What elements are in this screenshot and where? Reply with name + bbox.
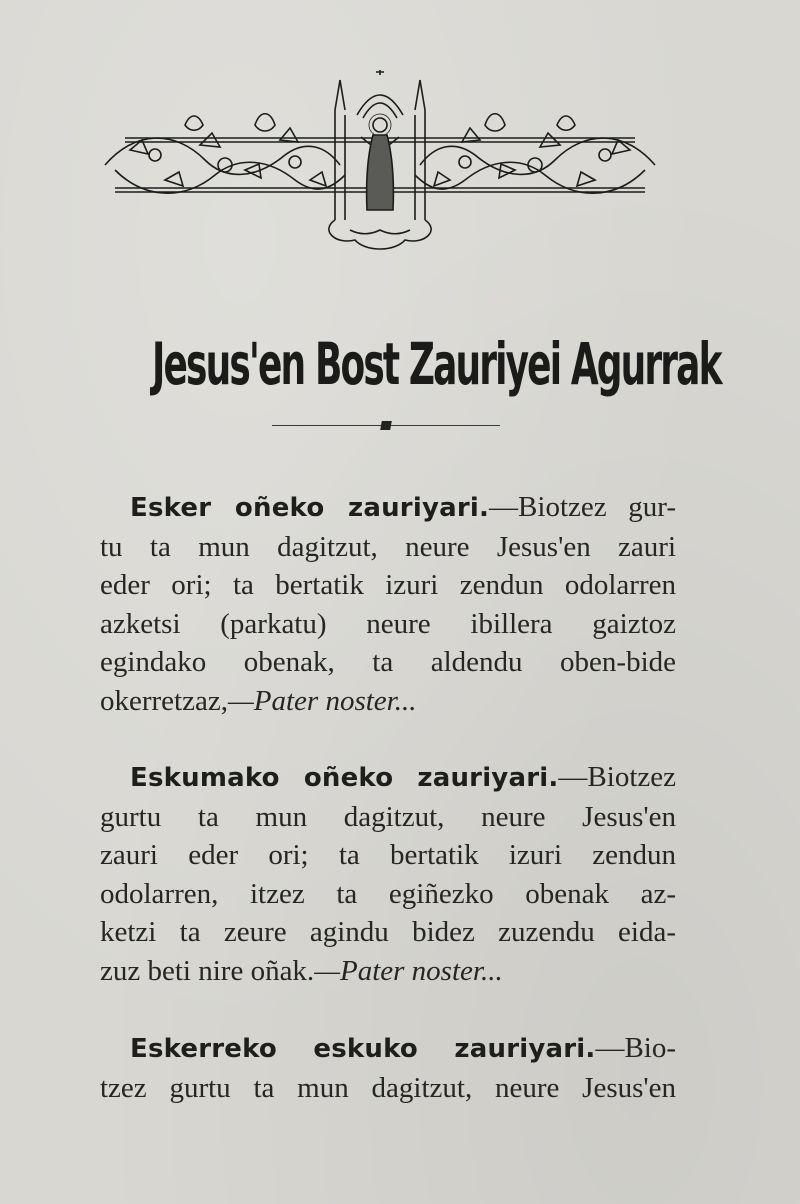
page-title: Jesus'en Bost Zauriyei Agurrak — [152, 330, 721, 398]
paragraph-line — [100, 758, 676, 798]
prayer-closing: —Pater noster... — [227, 684, 417, 717]
paragraph-text: okerretzaz, — [100, 684, 228, 717]
floral-ornament-with-jesus-figure-icon — [95, 70, 665, 255]
paragraph-text: —Biotzez gur- — [489, 491, 676, 523]
prayer-closing: —Pater noster... — [314, 954, 503, 987]
paragraph-line: gurtu ta mun dagitzut, neure Jesus'en — [100, 800, 676, 833]
prayer-paragraph-2 — [100, 758, 676, 990]
paragraph-line — [100, 488, 676, 528]
paragraph-heading: Eskumako oñeko zauriyari. — [130, 763, 559, 793]
paragraph-heading: Eskerreko eskuko zauriyari. — [130, 1034, 596, 1064]
paragraph-line: zauri eder ori; ta bertatik izuri zendun — [100, 839, 676, 871]
paragraph-line: tu ta mun dagitzut, neure Jesus'en zauri — [100, 530, 676, 563]
divider-ornament-icon — [380, 421, 392, 430]
paragraph-line: odolarren, itzez ta egiñezko obenak az- — [100, 877, 676, 910]
paragraph-line: egindako obenak, ta aldendu oben-bide — [100, 646, 676, 678]
paragraph-heading: Esker oñeko zauriyari. — [130, 493, 490, 523]
paragraph-text: zuz beti nire oñak. — [100, 954, 315, 987]
paragraph-line — [100, 682, 676, 721]
paragraph-line: eder ori; ta bertatik izuri zendun odolarren — [100, 569, 676, 601]
paragraph-line: azketsi (parkatu) neure ibillera gaiztoz — [100, 607, 676, 640]
prayer-paragraph-3 — [100, 1029, 676, 1107]
paragraph-line: ketzi ta zeure agindu bidez zuzendu eida- — [100, 916, 676, 948]
paragraph-line: tzez gurtu ta mun dagitzut, neure Jesus'en — [100, 1071, 676, 1104]
paragraph-line — [100, 952, 676, 991]
paragraph-text: —Biotzez — [558, 761, 676, 793]
prayer-paragraph-1 — [100, 488, 676, 720]
paragraph-text: —Bio- — [595, 1032, 676, 1064]
paragraph-line — [100, 1029, 676, 1069]
